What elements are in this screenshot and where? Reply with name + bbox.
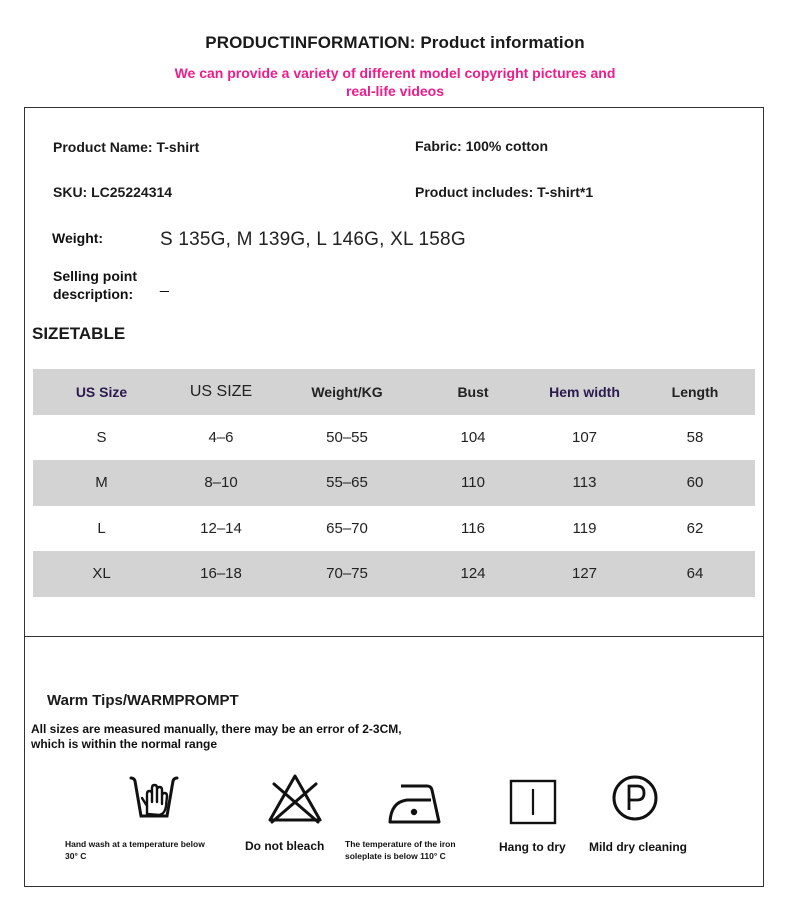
size-table-title: SIZETABLE: [32, 324, 126, 343]
table-cell: 50–55: [326, 428, 368, 446]
table-cell: 8–10: [204, 474, 238, 492]
care-label-iron: [345, 838, 456, 862]
iron-low-temp-icon: [387, 780, 443, 828]
dry-clean-icon: [611, 774, 659, 822]
table-cell: 4–6: [208, 428, 234, 446]
table-cell: 110: [461, 474, 485, 492]
table-cell: 60: [686, 474, 704, 492]
warm-tips-text: [31, 722, 402, 752]
warm-tips-line-2: which is within the normal range: [31, 737, 218, 751]
subtitle-line-1: We can provide a variety of different model copyright pictures and: [174, 65, 616, 81]
header-us-size-alt: US SIZE: [189, 382, 253, 400]
do-not-bleach-icon: [266, 772, 324, 824]
warm-tips-line-1: All sizes are measured manually, there may be an error of 2-3CM,: [31, 722, 402, 736]
header-us-size: US Size: [75, 383, 128, 400]
care-label-hand-wash: [65, 838, 205, 862]
size-table-header-row: [33, 369, 755, 415]
weight-value: S 135G, M 139G, L 146G, XL 158G: [160, 229, 466, 250]
table-cell: 127: [571, 565, 598, 583]
header-weight: Weight/KG: [311, 383, 383, 400]
table-cell: L: [97, 519, 106, 537]
selling-point-label-line-1: Selling point: [53, 268, 137, 284]
table-cell: 119: [572, 519, 597, 537]
table-row: [33, 551, 755, 597]
table-cell: S: [96, 428, 107, 446]
table-cell: 113: [572, 474, 597, 492]
hang-dry-icon: [509, 779, 557, 825]
product-fabric: Fabric: 100% cotton: [415, 138, 549, 154]
table-row: [33, 506, 755, 552]
care-label-hand-wash-line-1: Hand wash at a temperature below: [65, 839, 205, 849]
page-title: PRODUCTINFORMATION: Product information: [205, 33, 585, 52]
care-label-hang-dry: Hang to dry: [499, 840, 566, 854]
table-cell: 70–75: [326, 565, 368, 583]
selling-point-value: _: [160, 276, 169, 293]
care-label-do-not-bleach: Do not bleach: [245, 839, 325, 853]
hand-wash-icon: [128, 772, 180, 824]
care-label-iron-line-2: soleplate is below 110° C: [345, 851, 446, 861]
header-length: Length: [671, 383, 719, 400]
product-name: Product Name: T-shirt: [53, 139, 200, 155]
table-cell: 55–65: [326, 474, 368, 492]
table-cell: 65–70: [326, 519, 368, 537]
header-hem-width: Hem width: [549, 383, 620, 400]
care-label-iron-line-1: The temperature of the iron: [345, 839, 456, 849]
care-label-dry-clean: Mild dry cleaning: [589, 840, 688, 854]
selling-point-label: [53, 267, 137, 303]
weight-label: Weight:: [52, 230, 104, 246]
subtitle-line-2: real-life videos: [345, 83, 445, 99]
table-cell: 12–14: [200, 519, 242, 537]
warm-tips-title: Warm Tips/WARMPROMPT: [47, 692, 239, 709]
selling-point-label-line-2: description:: [53, 286, 134, 302]
table-cell: 16–18: [200, 565, 242, 583]
table-cell: M: [95, 474, 108, 492]
size-table: [33, 369, 755, 597]
page-subtitle: [120, 64, 670, 100]
table-cell: 62: [686, 519, 704, 537]
product-sku: SKU: LC25224314: [53, 184, 173, 200]
table-row: [33, 415, 755, 461]
table-cell: 116: [461, 519, 485, 537]
table-cell: 124: [460, 565, 486, 583]
table-cell: XL: [92, 565, 111, 583]
table-cell: 58: [686, 428, 704, 446]
table-cell: 104: [460, 428, 486, 446]
table-cell: 64: [686, 565, 704, 583]
table-row: [33, 460, 755, 506]
table-cell: 107: [571, 428, 598, 446]
header-bust: Bust: [457, 383, 489, 400]
care-label-hand-wash-line-2: 30° C: [65, 851, 87, 861]
product-includes: Product includes: T-shirt*1: [415, 184, 594, 200]
